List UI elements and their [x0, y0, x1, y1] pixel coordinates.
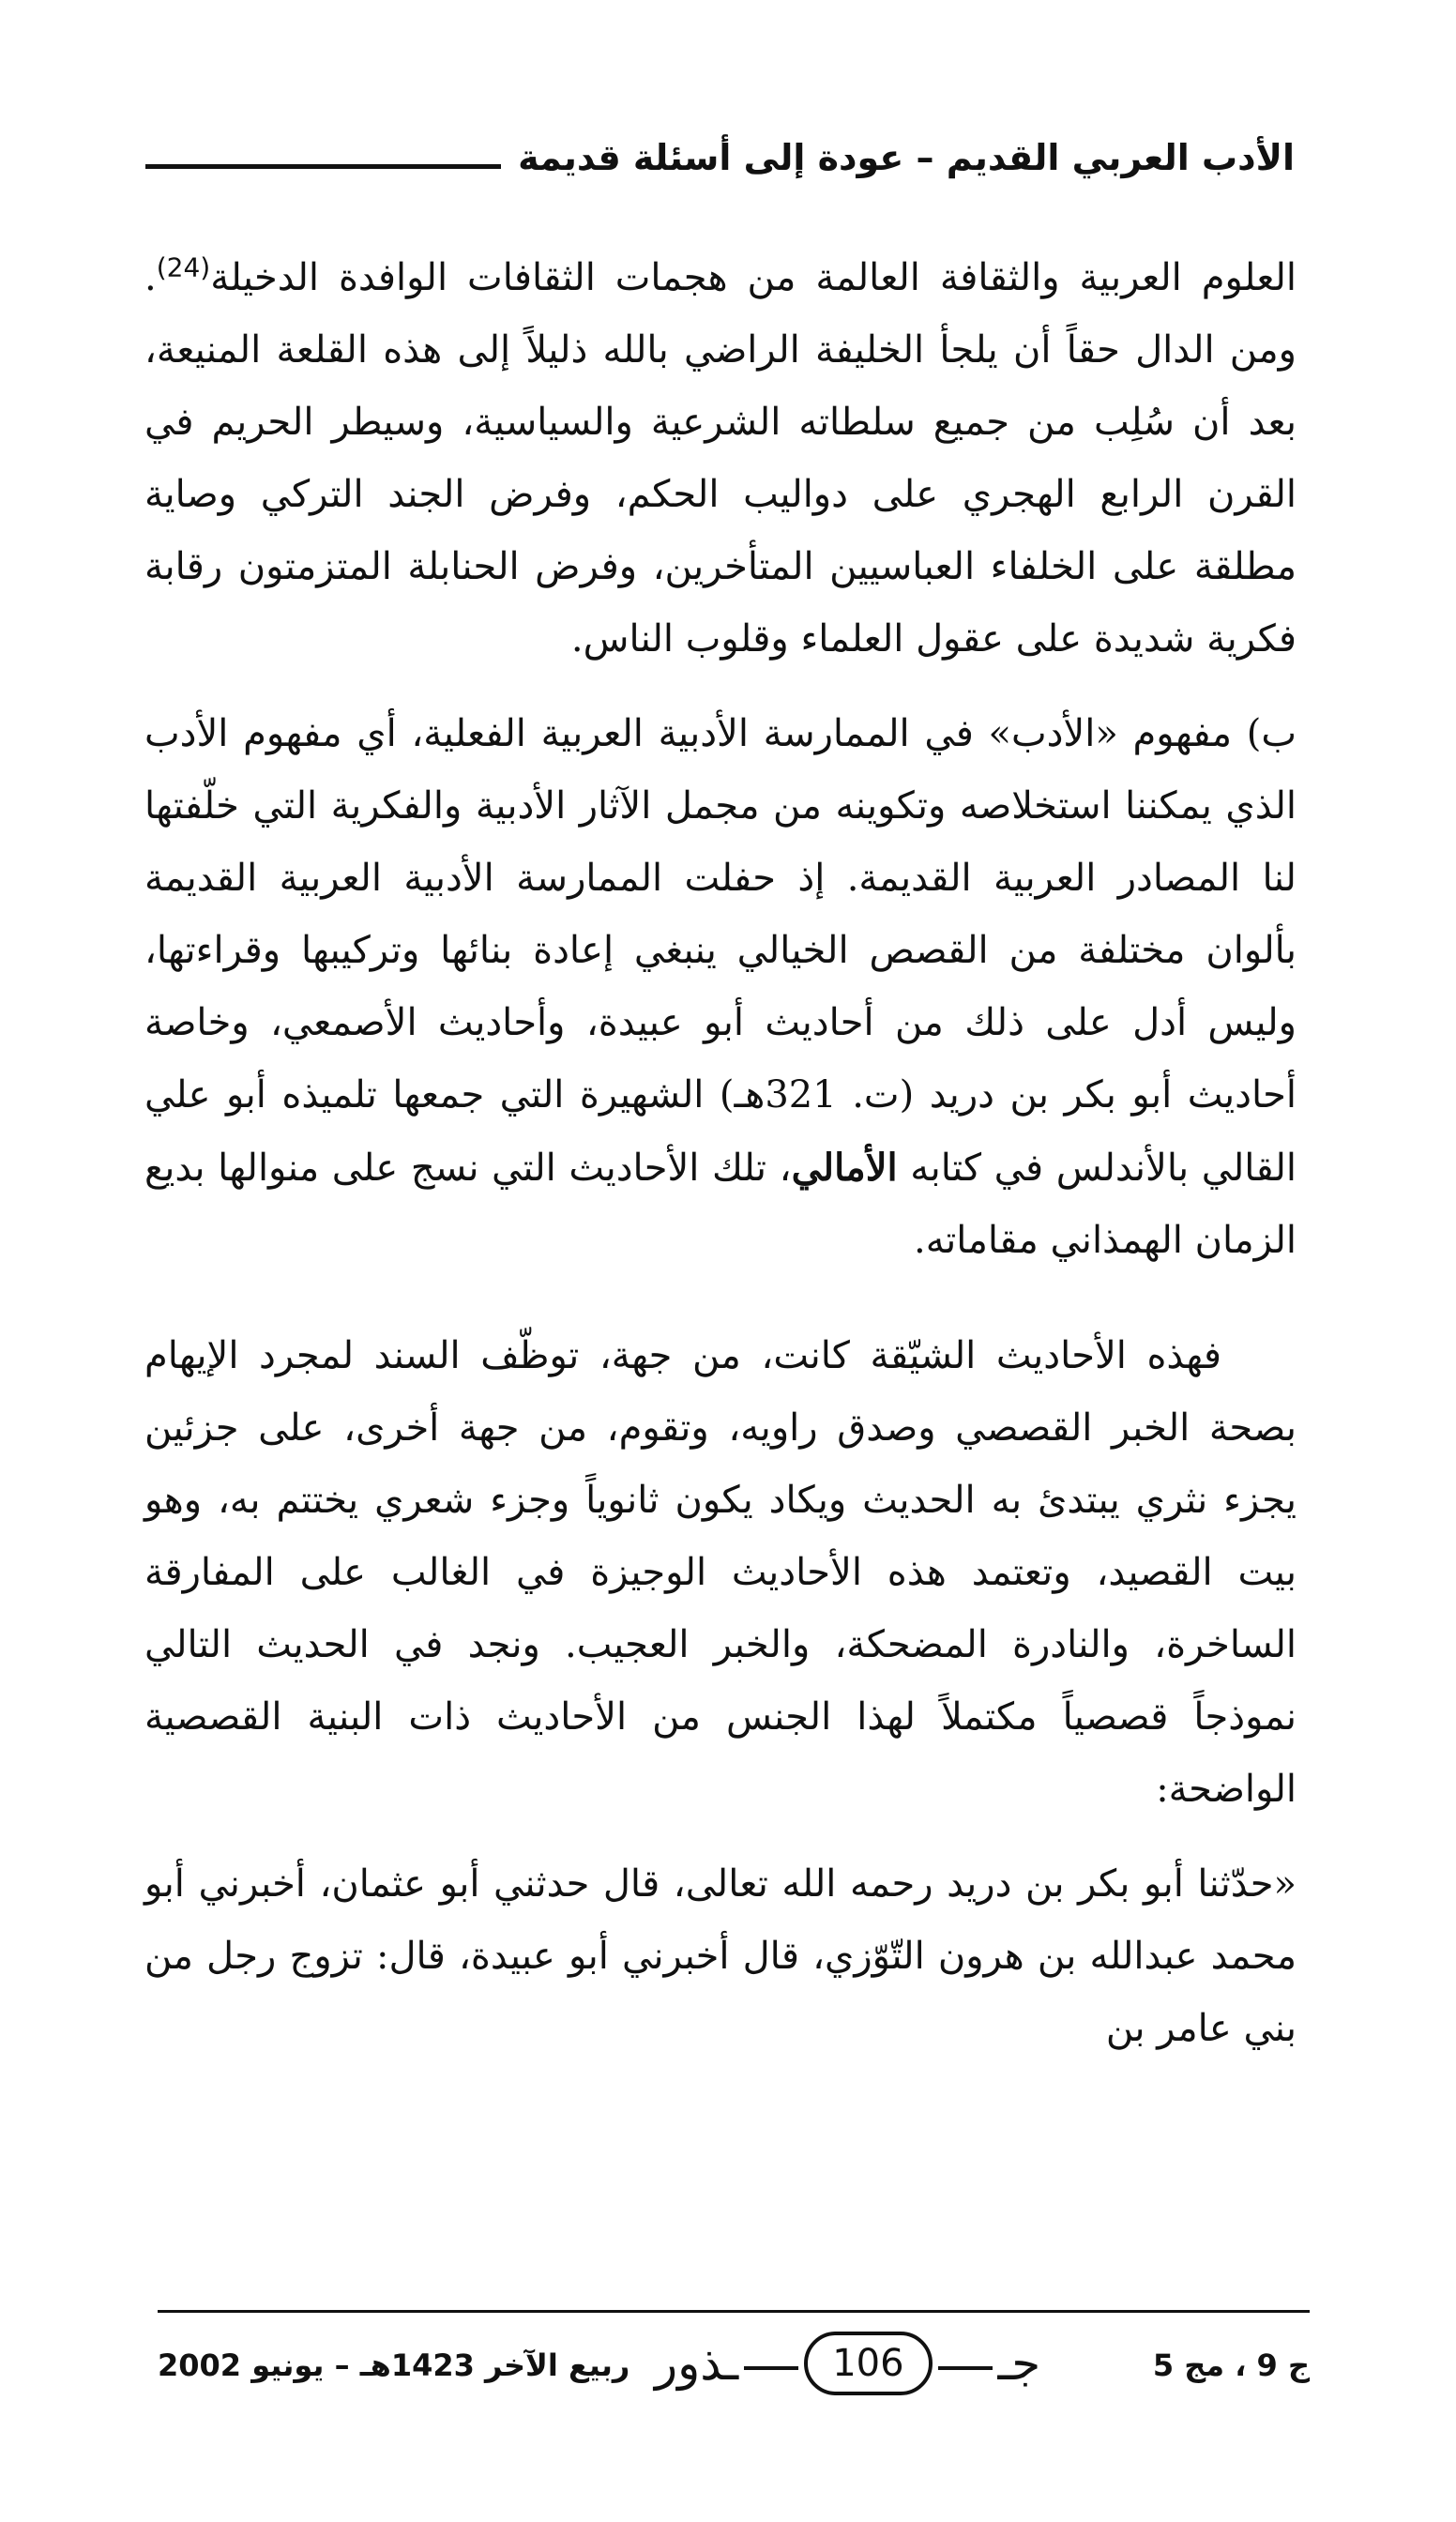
running-header	[145, 129, 1295, 186]
journal-name-part-left: جـ	[997, 2336, 1041, 2391]
journal-dash	[744, 2366, 798, 2370]
paragraph-2-text-b: ، تلك الأحاديث التي نسج على منوالها بديع الزمان الهمذاني مقاماته.	[144, 1147, 1297, 1262]
paragraph-3: فهذه الأحاديث الشيّقة كانت، من جهة، توظّف السند لمجرد الإيهام بصحة الخبر القصصي وصدق راويه، وتقوم، من جهة أخرى، على جزئين يجزء نثري يبتدئ به الحديث ويكاد يكون ثانوياً وجزء شعري يختتم به، وهو بيت القصيد، وتعتمد هذه الأحاديث الوجيزة في الغالب على المفارقة الساخرة، والنادرة المضحكة، والخبر العجيب. ونجد في الحديث التالي نموذجاً قصصياً مكتملاً لهذا الجنس من الأحاديث ذات البنية القصصية الواضحة:	[144, 1334, 1297, 1811]
journal-dash	[938, 2366, 993, 2370]
page-footer	[158, 2325, 1310, 2400]
paragraph-1-text-a: العلوم العربية والثقافة العالمة من هجمات الثقافات الوافدة الدخيلة	[210, 256, 1297, 299]
paragraph-1-text-b: . ومن الدال حقاً أن يلجأ الخليفة الراضي بالله ذليلاً إلى هذه القلعة المنيعة، بعد أن سُلِب من جميع سلطاته الشرعية والسياسية، وسيطر الحريم في القرن الرابع الهجري على دواليب الحكم، وفرض الجند التركي وصاية مطلقة على الخلفاء العباسيين المتأخرين، وفرض الحنابلة المتزمتون رقابة فكرية شديدة على عقول العلماء وقلوب الناس.	[144, 256, 1297, 661]
paragraph-1	[144, 242, 1297, 676]
paragraph-2-text-a: ب) مفهوم «الأدب» في الممارسة الأدبية العربية الفعلية، أي مفهوم الأدب الذي يمكننا استخلاصه وتكوينه من مجمل الآثار الأدبية والفكرية التي خلّفتها لنا المصادر العربية القديمة. إذ حفلت الممارسة الأدبية العربية القديمة بألوان مختلفة من القصص الخيالي ينبغي إعادة بنائها وتركيبها وقراءتها، وليس أدل على ذلك من أحاديث أبو عبيدة، وأحاديث الأصمعي، وخاصة أحاديث أبو بكر بن دريد (ت. 321هـ) الشهيرة التي جمعها تلميذه أبو علي القالي بالأندلس في كتابه	[144, 712, 1297, 1190]
header-rule	[145, 164, 501, 169]
paragraph-4-quote: «حدّثنا أبو بكر بن دريد رحمه الله تعالى، قال حدثني أبو عثمان، أخبرني أبو محمد عبدالله بن هرون التّوّزي، قال أخبرني أبو عبيدة، قال: تزوج رجل من بني عامر بن	[144, 1862, 1297, 2050]
footer-rule	[158, 2310, 1310, 2313]
body-text	[144, 242, 1297, 2065]
journal-name-part-right: ـذور	[655, 2336, 739, 2391]
paragraph-2	[144, 698, 1297, 1277]
page-number: 106	[804, 2332, 932, 2395]
footer-date: ربيع الآخر 1423هـ – يونيو 2002	[158, 2347, 630, 2383]
running-header-title: الأدب العربي القديم – عودة إلى أسئلة قديمة	[518, 137, 1295, 178]
footer-volume: ج 9 ، مج 5	[1152, 2347, 1310, 2383]
footnote-ref-24[interactable]: (24)	[156, 251, 211, 283]
journal-name-with-page-number	[655, 2331, 1040, 2396]
book-title-amali: الأمالي	[791, 1146, 898, 1190]
